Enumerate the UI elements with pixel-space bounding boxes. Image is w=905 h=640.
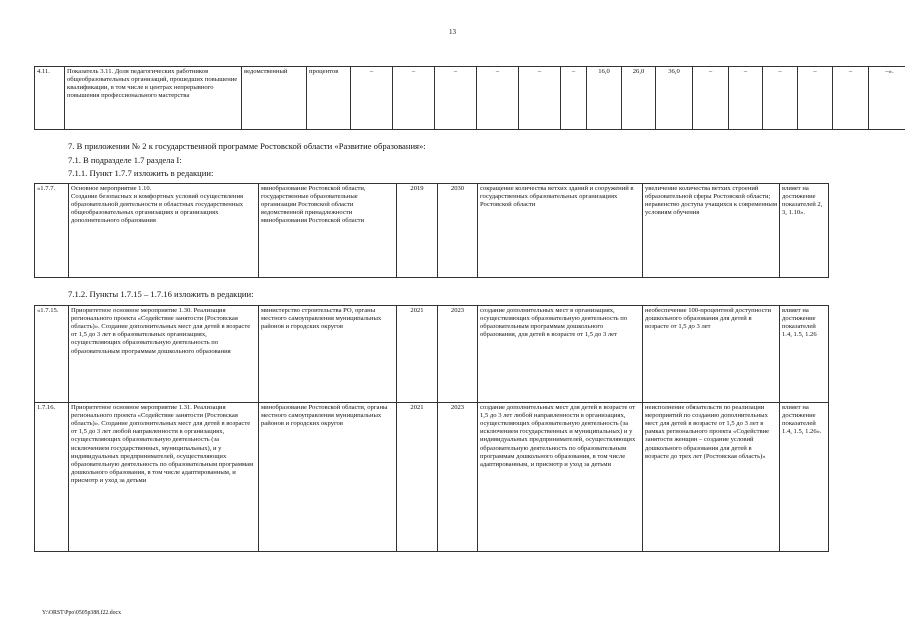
value-cell: – [477, 67, 519, 130]
measure-table-1 [34, 183, 829, 278]
page-number: 13 [449, 28, 456, 36]
indicator-table [34, 66, 905, 130]
table-row [35, 306, 829, 403]
value-cell: – [351, 67, 393, 130]
table-row [35, 184, 829, 278]
value-cell: –». [869, 67, 905, 130]
item-heading: 7.1.2. Пункты 1.7.15 – 1.7.16 изложить в редакции: [68, 289, 254, 299]
value-cell: – [693, 67, 729, 130]
value-cell: – [519, 67, 561, 130]
footer-file-path: Y:\ORST\Ppo\0505p388.f22.docx [42, 610, 122, 616]
consequences: неисполнение обязательств по реализации мероприятий по созданию дополнительных мест для детей в возрасте от 1,5 до 3 лет в рамках регионального проекта «Содействие занятости женщин – создание условий дошкольного образования для детей в возрасте до трех лет (Ростовская область)» [643, 403, 780, 552]
row-number: «1.7.7. [35, 184, 69, 278]
indicator-unit: процентов [307, 67, 351, 130]
row-number: «1.7.15. [35, 306, 69, 403]
indicator-link: влияет на достижение показателей 1.4, 1.5, 1.26». [780, 403, 829, 552]
measure-name: Приоритетное основное мероприятие 1.31. Реализация регионального проекта «Содействие занятости (Ростовская область)». Создание дополнительных мест для детей в возрасте от 1,5 до 3 лет любой направленности в организациях, осуществляющих образовательную деятельность (за исключением государственных, муниципальных), и у индивидуальных предпринимателей, осуществляющих образовательную деятельность по образовательным программам дошкольного образования, в том числе адаптированным, и присмотр и уход за детьми [69, 403, 259, 552]
consequences: необеспечение 100-процентной доступности дошкольного образования для детей в возрасте от 1,5 до 3 лет [643, 306, 780, 403]
executor: министерство строительства РО, органы местного самоуправления муниципальных районов и городских округов [259, 306, 397, 403]
value-cell: – [729, 67, 763, 130]
end-year: 2030 [438, 184, 478, 278]
measure-name: Приоритетное основное мероприятие 1.30. Реализация регионального проекта «Содействие занятости (Ростовская область)». Создание дополнительных мест для детей в возрасте от 1,5 до 3 лет в образовательных организациях, осуществляющих образовательную деятельность по образовательным программам дошкольного образования [69, 306, 259, 403]
expected-result: сокращение количества ветхих зданий и сооружений в государственных образовательных организациях Ростовской области [478, 184, 643, 278]
indicator-name: Показатель 3.11. Доля педагогических работников общеобразовательных организаций, прошедших повышение квалификации, в том числе в центрах непрерывного повышения профессионального мастерства [65, 67, 242, 130]
expected-result: создание дополнительных мест в организациях, осуществляющих образовательную деятельность по образовательным программам дошкольного образования, для детей в возрасте от 1,5 до 3 лет [478, 306, 643, 403]
executor: минобразование Ростовской области, государственные образовательные организации Ростовской области ведомственной принадлежности минобразования Ростовской области [259, 184, 397, 278]
value-cell: – [833, 67, 869, 130]
subsection-heading: 7.1. В подразделе 1.7 раздела I: [68, 155, 182, 165]
item-heading: 7.1.1. Пункт 1.7.7 изложить в редакции: [68, 168, 214, 178]
start-year: 2021 [397, 306, 438, 403]
indicator-link: влияет на достижение показателей 1.4, 1.5, 1.26 [780, 306, 829, 403]
end-year: 2023 [438, 403, 478, 552]
row-number: 4.11. [35, 67, 65, 130]
value-cell: 26,0 [622, 67, 656, 130]
value-cell: 16,0 [587, 67, 622, 130]
value-cell: – [798, 67, 833, 130]
expected-result: создание дополнительных мест для детей в возрасте от 1,5 до 3 лет любой направленности в организациях, осуществляющих образовательную деятельность (за исключением государственных и муниципальных) и у индивидуальных предпринимателей, осуществляющих образовательную деятельность по образовательным программам дошкольного образования, в том числе адаптированным, и присмотр и уход за детьми [478, 403, 643, 552]
start-year: 2021 [397, 403, 438, 552]
value-cell: – [763, 67, 798, 130]
consequences: увеличение количества ветхих строений образовательной сферы Ростовской области; неравенство доступа учащихся к современным условиям обучения [643, 184, 780, 278]
value-cell: – [393, 67, 435, 130]
value-cell: 36,0 [656, 67, 693, 130]
row-number: 1.7.16. [35, 403, 69, 552]
start-year: 2019 [397, 184, 438, 278]
value-cell: – [561, 67, 587, 130]
indicator-type: ведомственный [242, 67, 307, 130]
executor: минобразование Ростовской области, органы местного самоуправления муниципальных районов и городских округов [259, 403, 397, 552]
table-row [35, 403, 829, 552]
value-cell: – [435, 67, 477, 130]
end-year: 2023 [438, 306, 478, 403]
measure-name: Основное мероприятие 1.10. Создание безопасных и комфортных условий осуществления образовательной деятельности в областных государственных общеобразовательных организациях и организациях дополнительного образования [69, 184, 259, 278]
section-heading: 7. В приложении № 2 к государственной программе Ростовской области «Развитие образования»: [68, 141, 426, 151]
measure-table-2 [34, 305, 829, 552]
indicator-link: влияет на достижение показателей 2, 3, 1.10». [780, 184, 829, 278]
table-row [35, 67, 905, 130]
